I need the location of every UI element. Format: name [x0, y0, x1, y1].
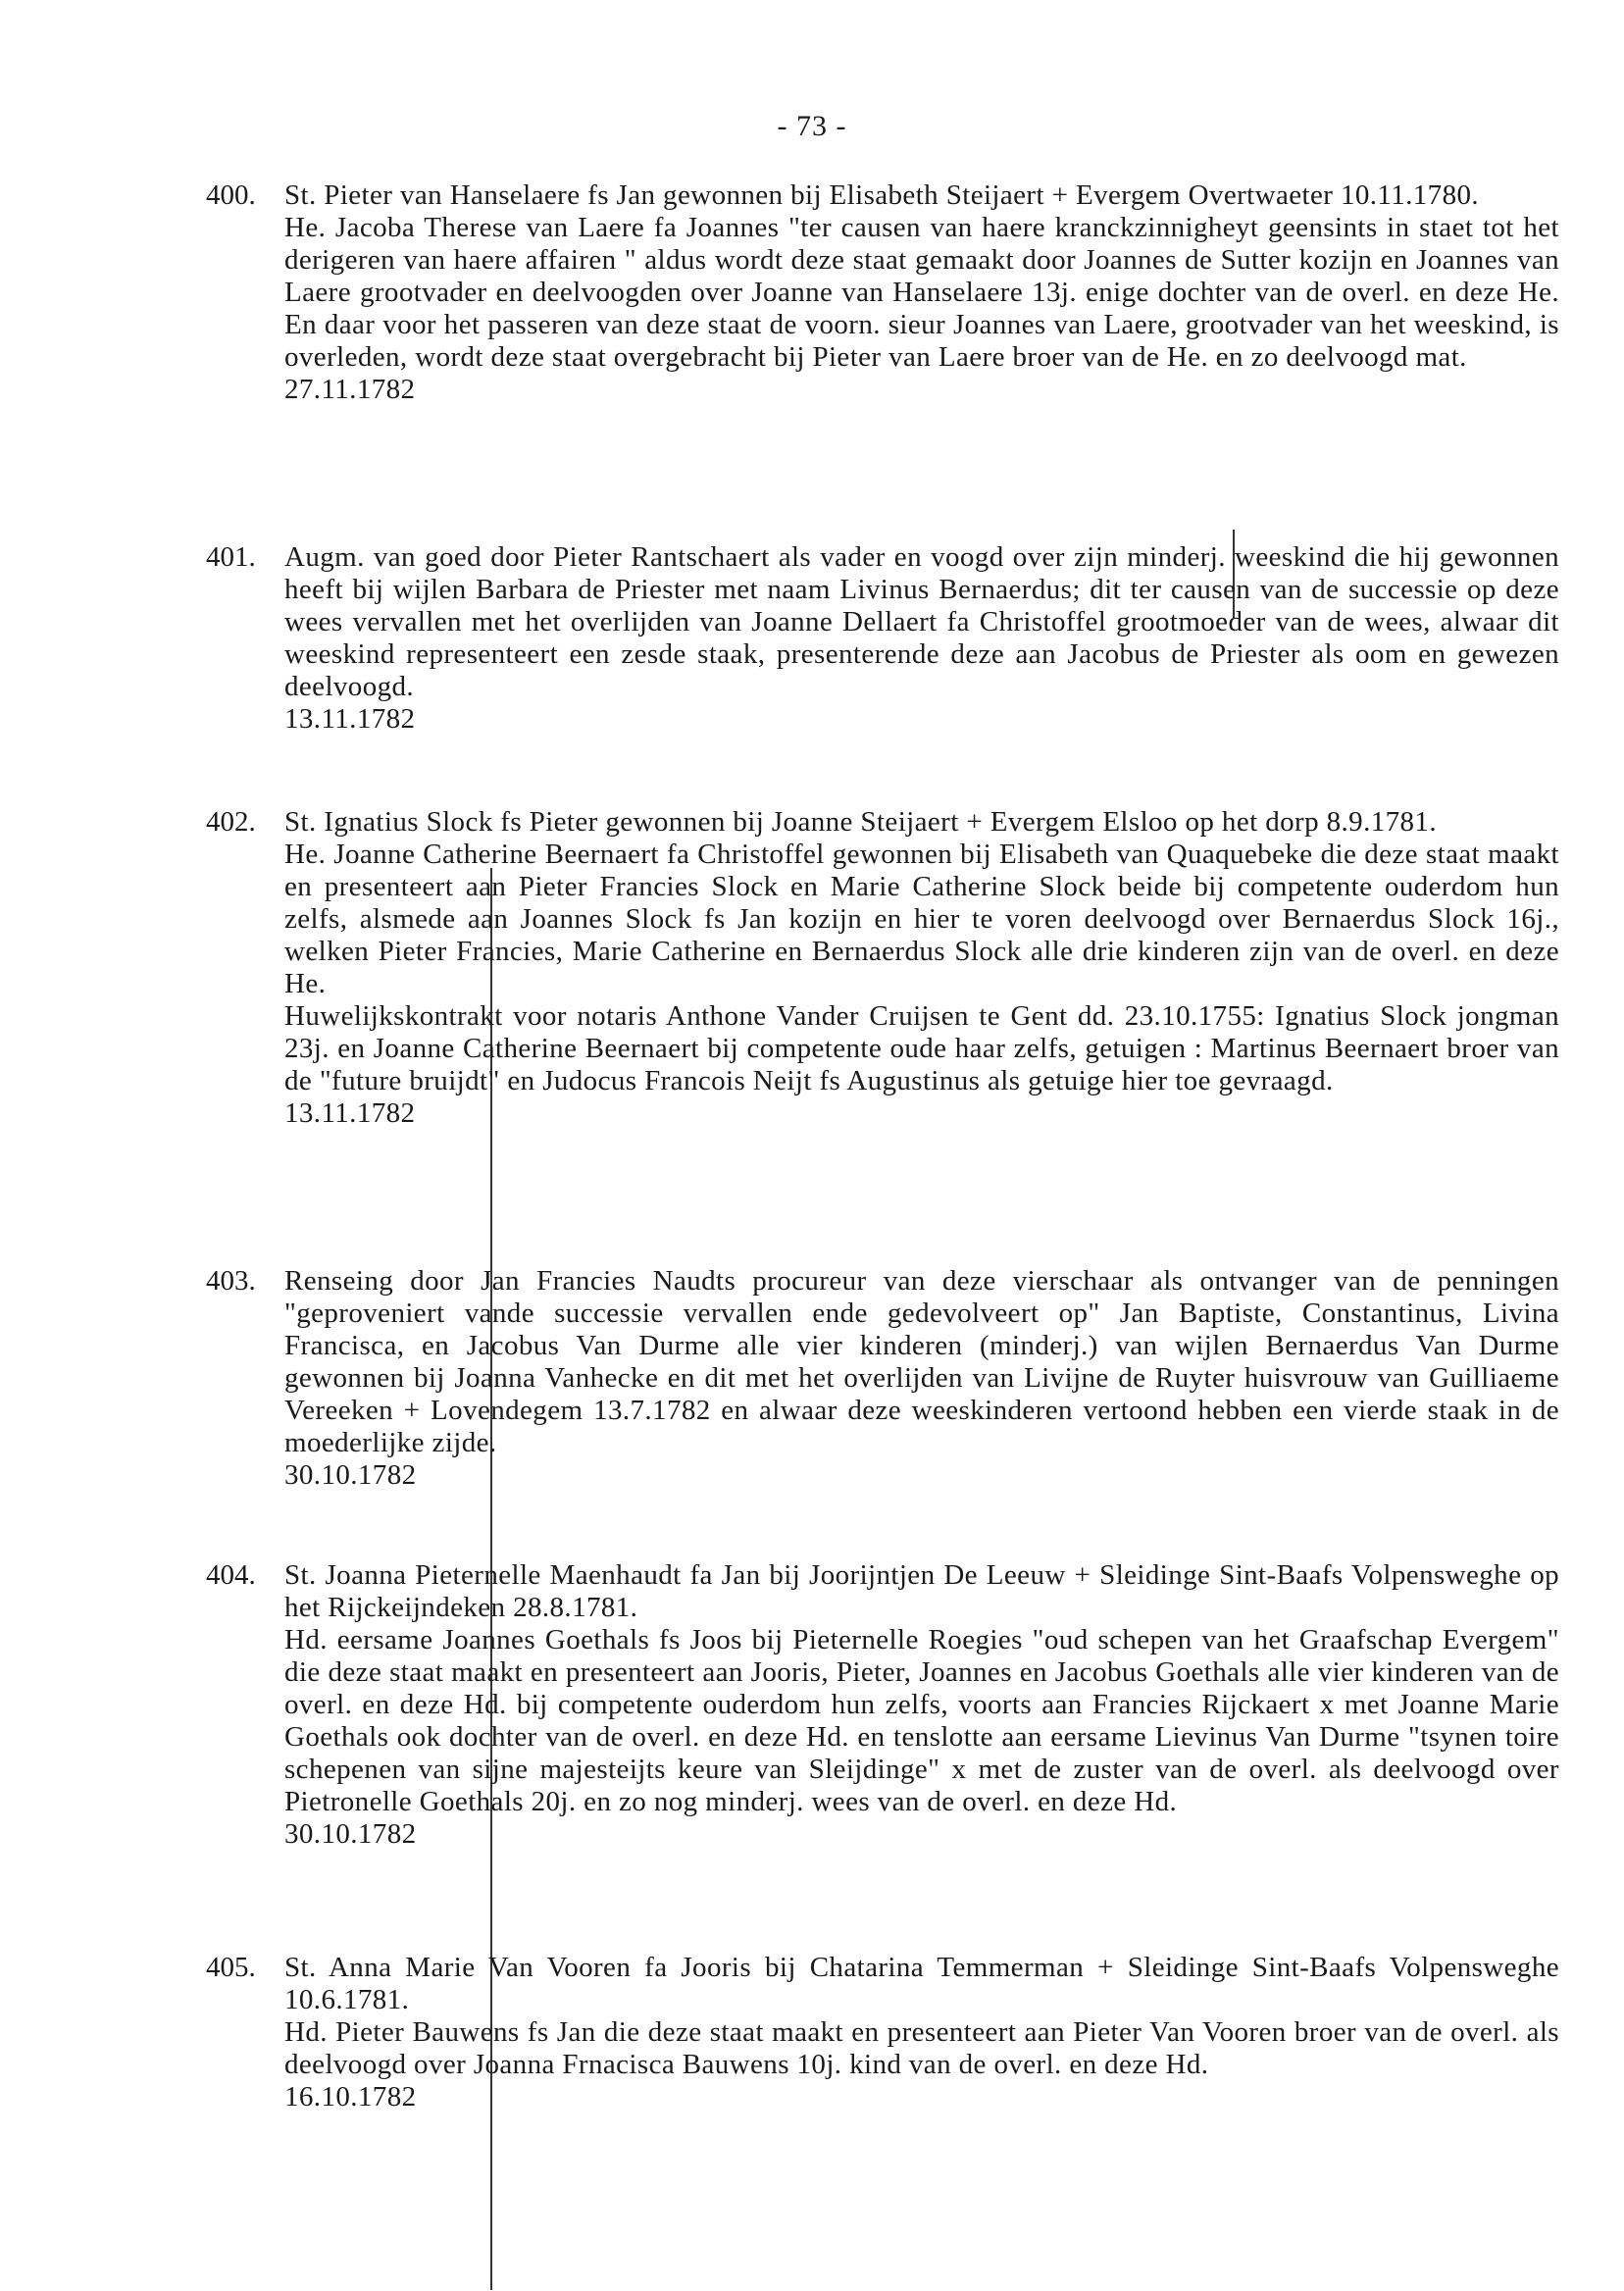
entry-paragraph: Hd. Pieter Bauwens fs Jan die deze staat maakt en presenteert aan Pieter Van Vooren broer van de overl. als deelvoogd over Joanna Frnacisca Bauwens 10j. kind van de overl. en deze Hd.: [284, 2016, 1559, 2080]
entry-date: 13.11.1782: [284, 1097, 416, 1129]
entry-number: 405.: [206, 1952, 256, 1983]
entry-paragraph: Augm. van goed door Pieter Rantschaert als vader en voogd over zijn minderj. weeskind die hij gewonnen heeft bij wijlen Barbara de Priester met naam Livinus Bernaerdus; dit ter causen van de successie op deze wees vervallen met het overlijden van Joanne Dellaert fa Christoffel grootmoeder van de wees, alwaar dit weeskind representeert een zesde staak, presenterende deze aan Jacobus de Priester als oom en gewezen deelvoogd.: [284, 541, 1559, 702]
entry-paragraph: Renseing door Jan Francies Naudts procureur van deze vierschaar als ontvanger van de penningen "geproveniert vande successie vervallen ende gedevolveert op" Jan Baptiste, Constantinus, Livina Francisca, en Jacobus Van Durme alle vier kinderen (minderj.) van wijlen Bernaerdus Van Durme gewonnen bij Joanna Vanhecke en dit met het overlijden van Livijne de Ruyter huisvrouw van Guilliaeme Vereeken + Lovendegem 13.7.1782 en alwaar deze weeskinderen vertoond hebben een vierde staak in de moederlijke zijde.: [284, 1265, 1559, 1458]
entry-405: [206, 1952, 1559, 2113]
entry-number: 403.: [206, 1265, 256, 1297]
entry-paragraph: He. Joanne Catherine Beernaert fa Christoffel gewonnen bij Elisabeth van Quaquebeke die deze staat maakt en presenteert aan Pieter Francies Slock en Marie Catherine Slock beide bij competente ouderdom hun zelfs, alsmede aan Joannes Slock fs Jan kozijn en hier te voren deelvoogd over Bernaerdus Slock 16j., welken Pieter Francies, Marie Catherine en Bernaerdus Slock alle drie kinderen zijn van de overl. en deze He.: [284, 839, 1559, 999]
entry-number: 402.: [206, 806, 256, 838]
entry-402: [206, 806, 1559, 1130]
entry-paragraph: Huwelijkskontrakt voor notaris Anthone Vander Cruijsen te Gent dd. 23.10.1755: Ignatius Slock jongman 23j. en Joanne Catherine Beernaert bij competente oude haar zelfs, getuigen : Martinus Beernaert broer van de "future bruijdt" en Judocus Francois Neijt fs Augustinus als getuige hier toe gevraagd.: [284, 1000, 1559, 1096]
entry-text: [284, 179, 1559, 406]
entry-400: [206, 179, 1559, 406]
entry-number: 400.: [206, 179, 256, 211]
entry-404: [206, 1559, 1559, 1851]
page-number: - 73 -: [777, 110, 847, 142]
entry-date: 13.11.1782: [284, 703, 416, 735]
entry-text: [284, 541, 1559, 736]
entry-text: [284, 1559, 1559, 1851]
entry-text: [284, 806, 1559, 1130]
entry-date: 30.10.1782: [284, 1818, 417, 1850]
entry-paragraph: St. Anna Marie Van Vooren fa Jooris bij Chatarina Temmerman + Sleidinge Sint-Baafs Volpensweghe 10.6.1781.: [284, 1952, 1559, 2015]
entry-number: 401.: [206, 541, 256, 573]
entry-paragraph: He. Jacoba Therese van Laere fa Joannes "ter causen van haere kranckzinnigheyt geensints in staet tot het derigeren van haere affairen " aldus wordt deze staat gemaakt door Joannes de Sutter kozijn en Joannes van Laere grootvader en deelvoogden over Joanne van Hanselaere 13j. enige dochter van de overl. en deze He. En daar voor het passeren van deze staat de voorn. sieur Joannes van Laere, grootvader van het weeskind, is overleden, wordt deze staat overgebracht bij Pieter van Laere broer van de He. en zo deelvoogd mat.: [284, 212, 1559, 373]
entry-paragraph: St. Joanna Pieternelle Maenhaudt fa Jan bij Joorijntjen De Leeuw + Sleidinge Sint-Baafs Volpensweghe op het Rijckeijndeken 28.8.1781.: [284, 1559, 1559, 1623]
entry-paragraph: St. Pieter van Hanselaere fs Jan gewonnen bij Elisabeth Steijaert + Evergem Overtwaeter 10.11.1780.: [284, 179, 1480, 211]
entry-paragraph: Hd. eersame Joannes Goethals fs Joos bij Pieternelle Roegies "oud schepen van het Graafschap Evergem" die deze staat maakt en presenteert aan Jooris, Pieter, Joannes en Jacobus Goethals alle vier kinderen van de overl. en deze Hd. bij competente ouderdom hun zelfs, voorts aan Francies Rijckaert x met Joanne Marie Goethals ook dochter van de overl. en deze Hd. en tenslotte aan eersame Lievinus Van Durme "tsynen toire schepenen van sijne majesteijts keure van Sleijdinge" x met de zuster van de overl. als deelvoogd over Pietronelle Goethals 20j. en zo nog minderj. wees van de overl. en deze Hd.: [284, 1624, 1559, 1817]
entry-date: 27.11.1782: [284, 374, 416, 405]
entry-number: 404.: [206, 1559, 256, 1591]
entry-text: [284, 1265, 1559, 1492]
entry-403: [206, 1265, 1559, 1492]
entry-text: [284, 1952, 1559, 2113]
entry-date: 16.10.1782: [284, 2081, 417, 2113]
entry-date: 30.10.1782: [284, 1459, 417, 1491]
entry-paragraph: St. Ignatius Slock fs Pieter gewonnen bij Joanne Steijaert + Evergem Elsloo op het dorp 8.9.1781.: [284, 806, 1437, 838]
entry-401: [206, 541, 1559, 736]
